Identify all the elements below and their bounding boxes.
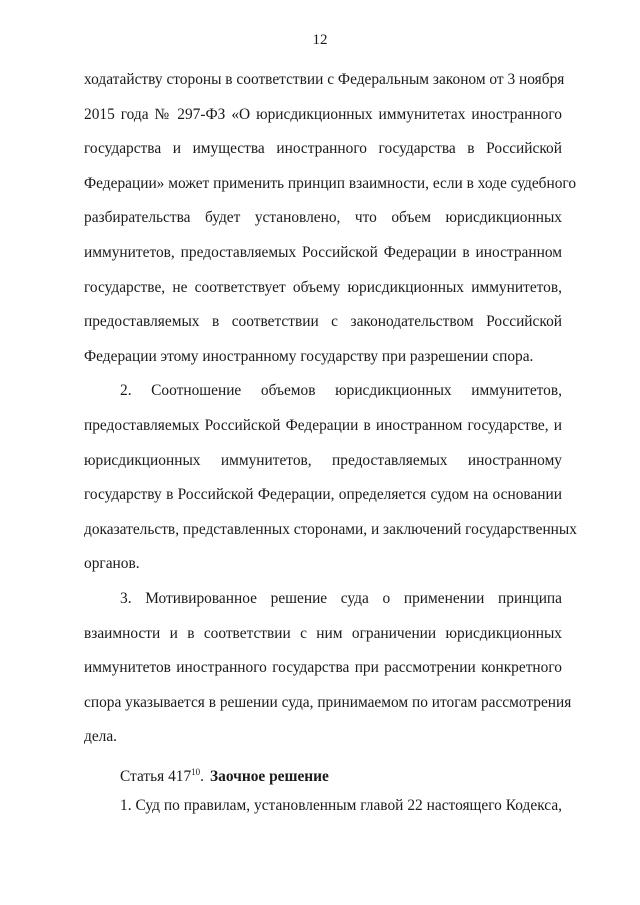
text-line: иммунитетов, предоставляемых Российской Федерации в иностранном [84,243,562,261]
text-line: доказательств, представленных сторонами, и заключений государственных [84,520,577,538]
article-title: Заочное решение [210,767,329,785]
text-line: Федерации этому иностранному государству при разрешении спора. [84,347,534,365]
text-line: взаимности и в соответствии с ним ограничении юрисдикционных [84,624,562,642]
text-line: 1. Суд по правилам, установленным главой 22 настоящего Кодекса, [120,797,562,815]
text-line: государстве, не соответствует объему юрисдикционных иммунитетов, [84,278,562,296]
text-line: органов. [84,555,140,573]
text-line: предоставляемых в соответствии с законодательством Российской [84,313,562,331]
article-heading [84,755,562,790]
text-line: юрисдикционных иммунитетов, предоставляемых иностранному [84,451,562,469]
text-line: государству в Российской Федерации, определяется судом на основании [84,486,562,504]
paragraph-3-reasoned-decision [84,582,572,755]
paragraph-reciprocity-continuation [84,63,577,374]
article-period: . [200,767,205,785]
text-line: иммунитетов иностранного государства при рассмотрении конкретного [84,659,562,677]
document-body [84,63,577,824]
paragraph-4-default-judgment [84,789,562,824]
article-number: Статья 417 [120,767,192,785]
text-line: спора указывается в решении суда, принимаемом по итогам рассмотрения [84,693,572,711]
paragraph-2-immunity-ratio [84,374,577,582]
text-line: государства и имущества иностранного государства в Российской [84,140,562,158]
text-line: дела. [84,728,118,746]
text-line: предоставляемых Российской Федерации в иностранном государстве, и [84,416,562,434]
text-line: Федерации» может применить принцип взаимности, если в ходе судебного [84,174,577,192]
text-line: разбирательства будет установлено, что объем юрисдикционных [84,209,562,227]
text-line: 2015 года № 297-ФЗ «О юрисдикционных иммунитетах иностранного [84,105,562,123]
article-superscript: 10 [191,766,201,777]
text-line: 3. Мотивированное решение суда о применении принципа [120,589,562,607]
text-line: ходатайству стороны в соответствии с Федеральным законом от 3 ноября [84,71,565,88]
text-line: 2. Соотношение объемов юрисдикционных иммунитетов, [120,382,562,400]
page-number: 12 [312,32,328,48]
